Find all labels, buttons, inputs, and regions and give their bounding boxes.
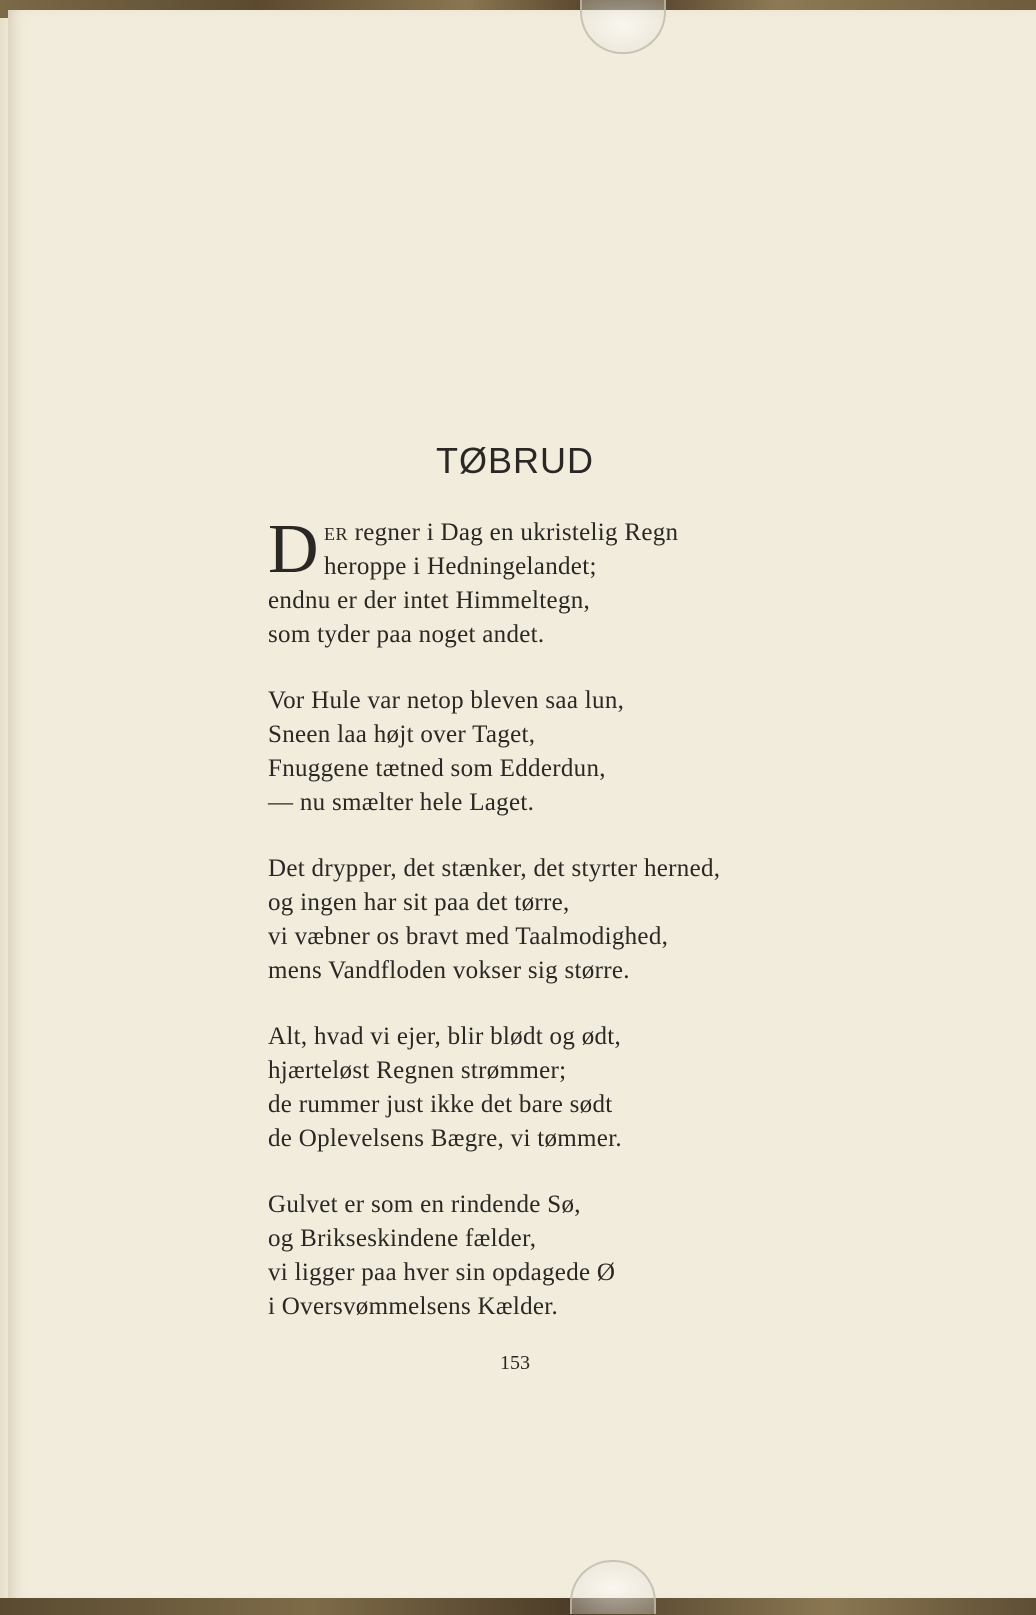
smallcaps-lead: ER bbox=[324, 524, 349, 544]
poem-line: vi ligger paa hver sin opdagede Ø bbox=[268, 1259, 616, 1286]
poem-title: TØBRUD bbox=[436, 440, 594, 481]
drop-cap: D bbox=[268, 511, 319, 588]
stanza-5 bbox=[268, 1188, 1008, 1324]
stanza-2 bbox=[268, 684, 1008, 820]
stanza-3 bbox=[268, 852, 1008, 988]
poem-line bbox=[268, 516, 1008, 550]
poem-line: de Oplevelsens Bægre, vi tømmer. bbox=[268, 1125, 622, 1152]
poem-line: Alt, hvad vi ejer, blir blødt og ødt, bbox=[268, 1023, 622, 1050]
poem-line: hjærteløst Regnen strømmer; bbox=[268, 1057, 567, 1084]
stanza-4 bbox=[268, 1020, 1008, 1156]
stanza-1 bbox=[268, 511, 1008, 652]
poem-line: mens Vandfloden vokser sig større. bbox=[268, 957, 630, 984]
poem-line: og ingen har sit paa det tørre, bbox=[268, 889, 570, 916]
poem-line: i Oversvømmelsens Kælder. bbox=[268, 1293, 559, 1320]
poem-line: endnu er der intet Himmeltegn, bbox=[268, 587, 591, 614]
poem-line: Gulvet er som en rindende Sø, bbox=[268, 1191, 581, 1218]
poem-line: — nu smælter hele Laget. bbox=[268, 789, 535, 816]
bottom-cover-strip bbox=[0, 1598, 1036, 1615]
poem-line: Vor Hule var netop bleven saa lun, bbox=[268, 687, 625, 714]
poem-line: de rummer just ikke det bare sødt bbox=[268, 1091, 613, 1118]
line-text: regner i Dag en ukristelig Regn bbox=[348, 519, 679, 546]
poem-line: vi væbner os bravt med Taalmodighed, bbox=[268, 923, 669, 950]
page-number: 153 bbox=[500, 1352, 530, 1374]
poem-line: Sneen laa højt over Taget, bbox=[268, 721, 536, 748]
poem-line: og Brikseskindene fælder, bbox=[268, 1225, 537, 1252]
poem-line: Fnuggene tætned som Edderdun, bbox=[268, 755, 606, 782]
poem-body bbox=[268, 511, 1008, 1356]
poem-line: Det drypper, det stænker, det styrter herned, bbox=[268, 855, 721, 882]
poem-line: som tyder paa noget andet. bbox=[268, 621, 545, 648]
poem-line: heroppe i Hedningelandet; bbox=[324, 553, 597, 580]
